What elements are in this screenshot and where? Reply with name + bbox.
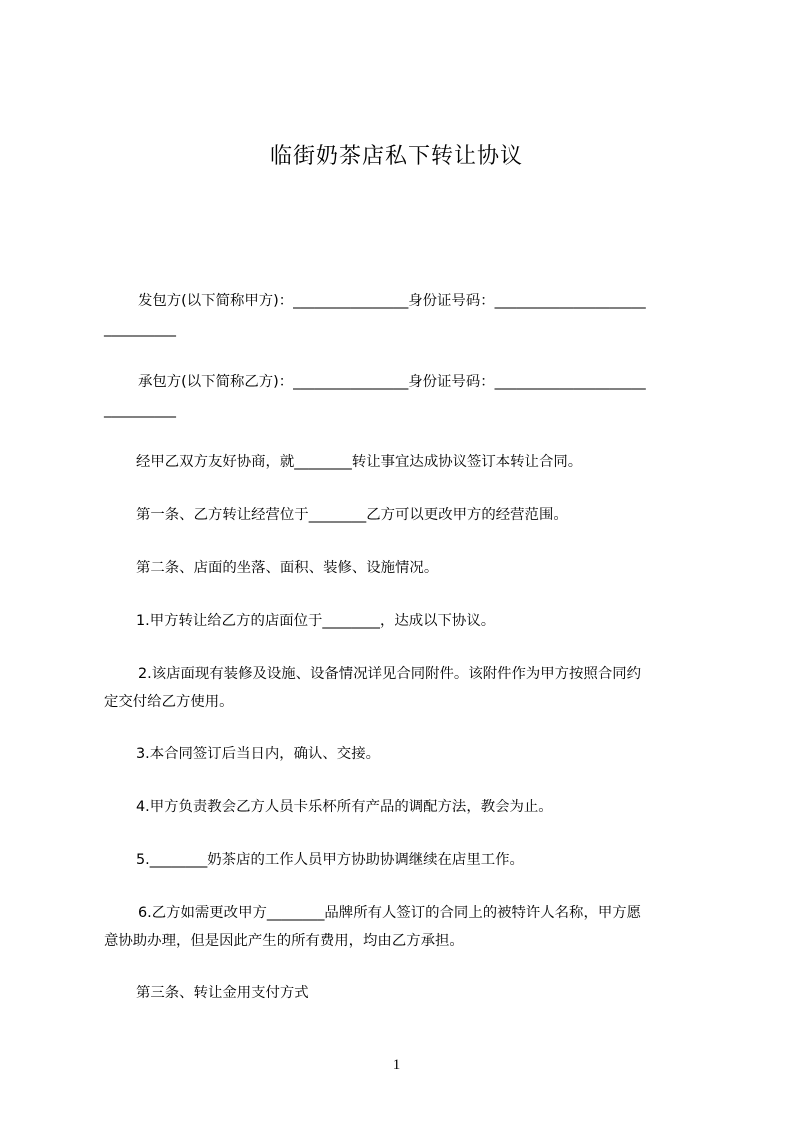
intro-paragraph: 经甲乙双方友好协商，就________转让事宜达成协议签订本转让合同。	[136, 454, 583, 470]
item-2-paragraph	[104, 656, 704, 720]
item-3: 3.本合同签订后当日内，确认、交接。	[136, 746, 380, 762]
party-a-paragraph	[104, 283, 704, 347]
page-number: 1	[392, 1057, 401, 1073]
item-2-line-2: 定交付给乙方使用。	[104, 694, 234, 710]
item-6-paragraph	[104, 895, 704, 959]
item-5: 5.________奶茶店的工作人员甲方协助协调继续在店里工作。	[136, 852, 524, 868]
party-b-line-2: __________	[104, 402, 176, 418]
article-2: 第二条、店面的坐落、面积、装修、设施情况。	[136, 560, 439, 576]
party-b-line-1: 承包方(以下简称乙方)：________________身份证号码：_____________________	[138, 374, 646, 390]
item-2-line-1: 2.该店面现有装修及设施、设备情况详见合同附件。该附件作为甲方按照合同约	[138, 666, 642, 682]
item-6-line-1: 6.乙方如需更改甲方________品牌所有人签订的合同上的被特许人名称，甲方愿	[138, 905, 642, 921]
party-b-paragraph	[104, 364, 704, 428]
party-a-line-1: 发包方(以下简称甲方)：________________身份证号码：_____________________	[138, 293, 646, 309]
item-6-line-2: 意协助办理，但是因此产生的所有费用，均由乙方承担。	[104, 933, 464, 949]
item-4: 4.甲方负责教会乙方人员卡乐杯所有产品的调配方法，教会为止。	[136, 799, 553, 815]
article-3: 第三条、转让金用支付方式	[136, 985, 309, 1001]
article-1: 第一条、乙方转让经营位于________乙方可以更改甲方的经营范围。	[136, 507, 568, 523]
item-1: 1.甲方转让给乙方的店面位于________，达成以下协议。	[136, 613, 496, 629]
document-title: 临街奶茶店私下转让协议	[269, 144, 523, 169]
party-a-line-2: __________	[104, 321, 176, 337]
